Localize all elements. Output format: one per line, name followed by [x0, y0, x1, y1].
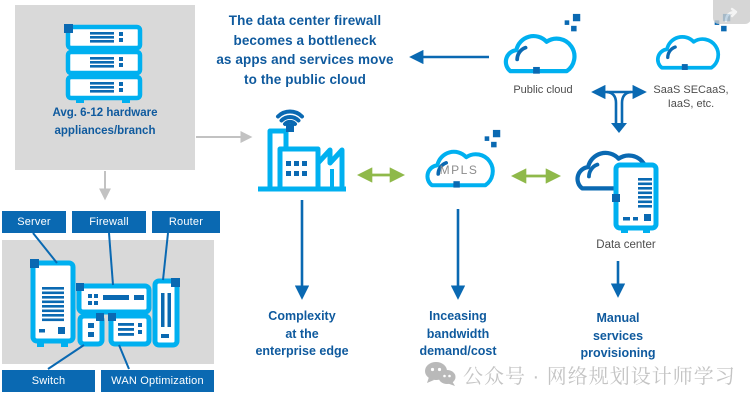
label-switch: Switch [2, 370, 95, 392]
router-icon [152, 278, 180, 350]
wan-optimization-icon [108, 313, 152, 347]
label-server: Server [2, 211, 66, 233]
mpls-label: MPLS [439, 163, 479, 177]
datacenter-label: Data center [596, 239, 656, 251]
datacenter-server-icon [612, 162, 660, 234]
outcome-manual-provisioning: Manual services provisioning [580, 311, 656, 360]
headline-text: The data center firewall becomes a bottleneck as apps and services move to the public cloud [216, 13, 394, 87]
public-cloud-label: Public cloud [513, 84, 573, 96]
label-wan-optimization: WAN Optimization [101, 370, 214, 392]
wechat-icon [424, 361, 456, 388]
wifi-icon [278, 112, 302, 124]
enterprise-branch-icon [256, 103, 348, 195]
label-router: Router [152, 211, 220, 233]
switch-icon [77, 313, 105, 347]
corner-share-button[interactable] [713, 0, 750, 24]
firewall-icon [76, 283, 152, 315]
server-stack-icon [60, 24, 148, 104]
outcome-bandwidth: Inceasing bandwidth demand/cost [419, 309, 497, 358]
corner-arrow-icon [723, 6, 741, 24]
server-icon [30, 259, 76, 349]
watermark-text: 公众号 · 网络规划设计师学习 [463, 366, 736, 388]
sparkle-icon [561, 12, 583, 36]
watermark [424, 360, 736, 389]
sparkle-icon [481, 128, 503, 152]
outcome-complexity: Complexity at the enterprise edge [255, 309, 349, 358]
label-firewall: Firewall [72, 211, 146, 233]
branch-appliances-caption: Avg. 6-12 hardware appliances/branch [52, 107, 158, 137]
saas-cloud-label: SaaS SECaaS, IaaS, etc. [653, 84, 729, 110]
